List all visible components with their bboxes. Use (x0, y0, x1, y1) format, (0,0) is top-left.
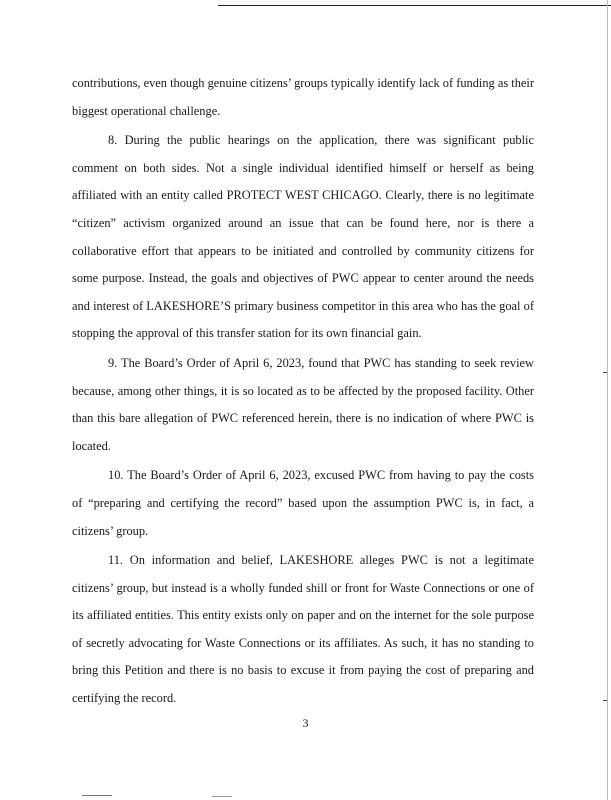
scan-edge (607, 0, 608, 800)
paragraph-11: 11. On information and belief, LAKESHORE alleges PWC is not a legitimate citizens’ group, but instead is a wholly funded shill or front for Waste Connections or one of its affiliated entities. This entity exists only on paper and on the internet for the sole purpose of secretly advocating for Waste Connections or its affiliates. As such, it has no standing to bring this Petition and there is no basis to excuse it from paying the cost of preparing and certifying the record. (72, 553, 534, 706)
page-number: 3 (302, 716, 309, 730)
scan-edge-mark (603, 700, 607, 701)
paragraph-8: 8. During the public hearings on the application, there was significant public comment on both sides. Not a single individual identified himself or herself as being affiliated with an entity called PROTECT WEST CHICAGO. Clearly, there is no legitimate “citizen” activism organized around an issue that can be found here, nor is there a collaborative effort that appears to be initiated and controlled by community citizens for some purpose. Instead, the goals and objectives of PWC appear to center around the needs and interest of LAKESHORE’S primary business competitor in this area who has the goal of stopping the approval of this transfer station for its own financial gain. (72, 133, 534, 341)
paragraph-continuation: contributions, even though genuine citizens’ groups typically identify lack of funding as their biggest operational challenge. (72, 76, 534, 118)
scan-artifact (212, 796, 232, 797)
scan-artifact (82, 795, 112, 796)
document-body (72, 70, 534, 715)
scan-edge-mark (603, 372, 607, 373)
top-rule (218, 5, 611, 6)
paragraph-9: 9. The Board’s Order of April 6, 2023, found that PWC has standing to seek review because, among other things, it is so located as to be affected by the proposed facility. Other than this bare allegation of PWC referenced herein, there is no indication of where PWC is located. (72, 355, 534, 453)
paragraph-10: 10. The Board’s Order of April 6, 2023, excused PWC from having to pay the costs of “preparing and certifying the record” based upon the assumption PWC is, in fact, a citizens’ group. (72, 468, 534, 538)
